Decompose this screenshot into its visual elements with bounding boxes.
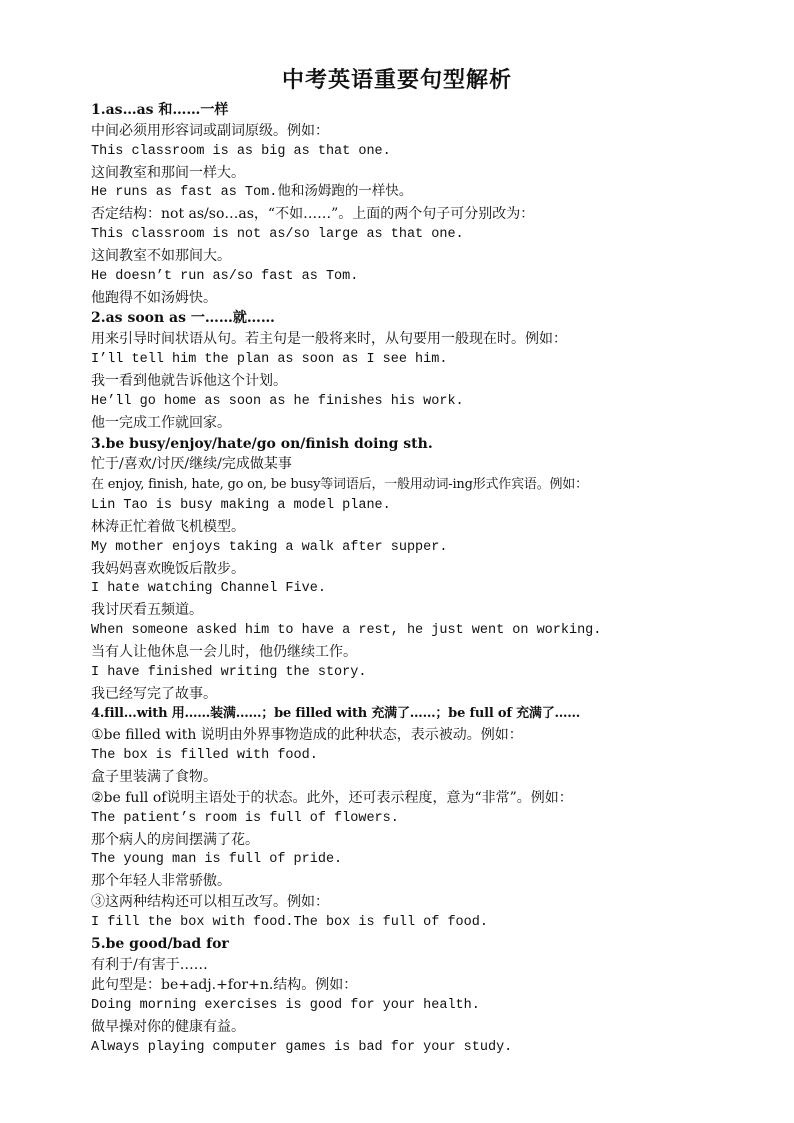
text-line: 在 enjoy, finish, hate, go on, be busy等词语后，一般用动词-ing形式作宾语。例如： bbox=[91, 477, 588, 493]
example-line: He’ll go home as soon as he finishes his work. bbox=[91, 393, 464, 409]
text-line: 这间教室和那间一样大。 bbox=[91, 164, 245, 181]
section-heading: 1.as…as 和……一样 bbox=[91, 102, 229, 118]
text-line: 做早操对你的健康有益。 bbox=[91, 1019, 245, 1036]
example-line: He runs as fast as Tom.他和汤姆跑的一样快。 bbox=[91, 185, 413, 201]
text-line: 否定结构：not as/so…as，“不如……”。上面的两个句子可分别改为： bbox=[91, 206, 535, 223]
text-line: 他跑得不如汤姆快。 bbox=[91, 289, 217, 306]
section-heading: 5.be good/bad for bbox=[91, 935, 229, 952]
example-line: The young man is full of pride. bbox=[91, 852, 343, 868]
example-line: I’ll tell him the plan as soon as I see him. bbox=[91, 352, 448, 368]
text-line: ①be filled with 说明由外界事物造成的此种状态，表示被动。例如： bbox=[91, 727, 523, 744]
example-line: Doing morning exercises is good for your health. bbox=[91, 998, 480, 1014]
example-line: My mother enjoys taking a walk after supper. bbox=[91, 539, 448, 555]
document-body bbox=[91, 100, 751, 1059]
example-line: I hate watching Channel Five. bbox=[91, 581, 326, 597]
example-line: The box is filled with food. bbox=[91, 748, 318, 764]
example-line: This classroom is not as/so large as that one. bbox=[91, 227, 464, 243]
text-line: 他一完成工作就回家。 bbox=[91, 414, 231, 431]
text-line: 我已经写完了故事。 bbox=[91, 685, 217, 702]
text-line: 当有人让他休息一会儿时，他仍继续工作。 bbox=[91, 643, 357, 660]
example-line: Always playing computer games is bad for your study. bbox=[91, 1039, 513, 1055]
text-line: 盒子里装满了食物。 bbox=[91, 769, 217, 785]
example-line: I fill the box with food.The box is full of food. bbox=[91, 914, 488, 930]
text-line: 我讨厌看五频道。 bbox=[91, 602, 203, 619]
text-line: 此句型是：be+adj.+for+n.结构。例如： bbox=[91, 977, 358, 994]
text-line: 那个年轻人非常骄傲。 bbox=[91, 873, 231, 890]
example-line: I have finished writing the story. bbox=[91, 664, 367, 680]
text-line: ②be full of说明主语处于的状态。此外，还可表示程度，意为“非常”。例如： bbox=[91, 789, 573, 806]
text-line: 用来引导时间状语从句。若主句是一般将来时，从句要用一般现在时。例如： bbox=[91, 331, 567, 348]
text-line: 我妈妈喜欢晚饭后散步。 bbox=[91, 560, 245, 577]
example-line: Lin Tao is busy making a model plane. bbox=[91, 498, 391, 514]
page-title: 中考英语重要句型解析 bbox=[281, 68, 512, 93]
text-line: 中间必须用形容词或副词原级。例如： bbox=[91, 122, 329, 139]
text-line: 那个病人的房间摆满了花。 bbox=[91, 831, 259, 848]
example-line: When someone asked him to have a rest, he just went on working. bbox=[91, 623, 602, 639]
section-heading: 3.be busy/enjoy/hate/go on/finish doing sth. bbox=[91, 435, 433, 452]
text-line: ③这两种结构还可以相互改写。例如： bbox=[91, 894, 329, 911]
example-line: This classroom is as big as that one. bbox=[91, 143, 391, 159]
text-line: 林涛正忙着做飞机模型。 bbox=[91, 518, 245, 535]
example-line: The patient’s room is full of flowers. bbox=[91, 810, 399, 826]
example-line: He doesn’t run as/so fast as Tom. bbox=[91, 268, 359, 284]
section-heading: 2.as soon as 一……就…… bbox=[91, 310, 275, 327]
text-line: 我一看到他就告诉他这个计划。 bbox=[91, 372, 287, 389]
text-line: 有利于/有害于…… bbox=[91, 956, 208, 973]
text-line: 忙于/喜欢/讨厌/继续/完成做某事 bbox=[91, 456, 292, 473]
section-heading: 4.fill…with 用……装满……；be filled with 充满了……；be full of 充满了…… bbox=[91, 706, 581, 722]
text-line: 这间教室不如那间大。 bbox=[91, 247, 231, 264]
